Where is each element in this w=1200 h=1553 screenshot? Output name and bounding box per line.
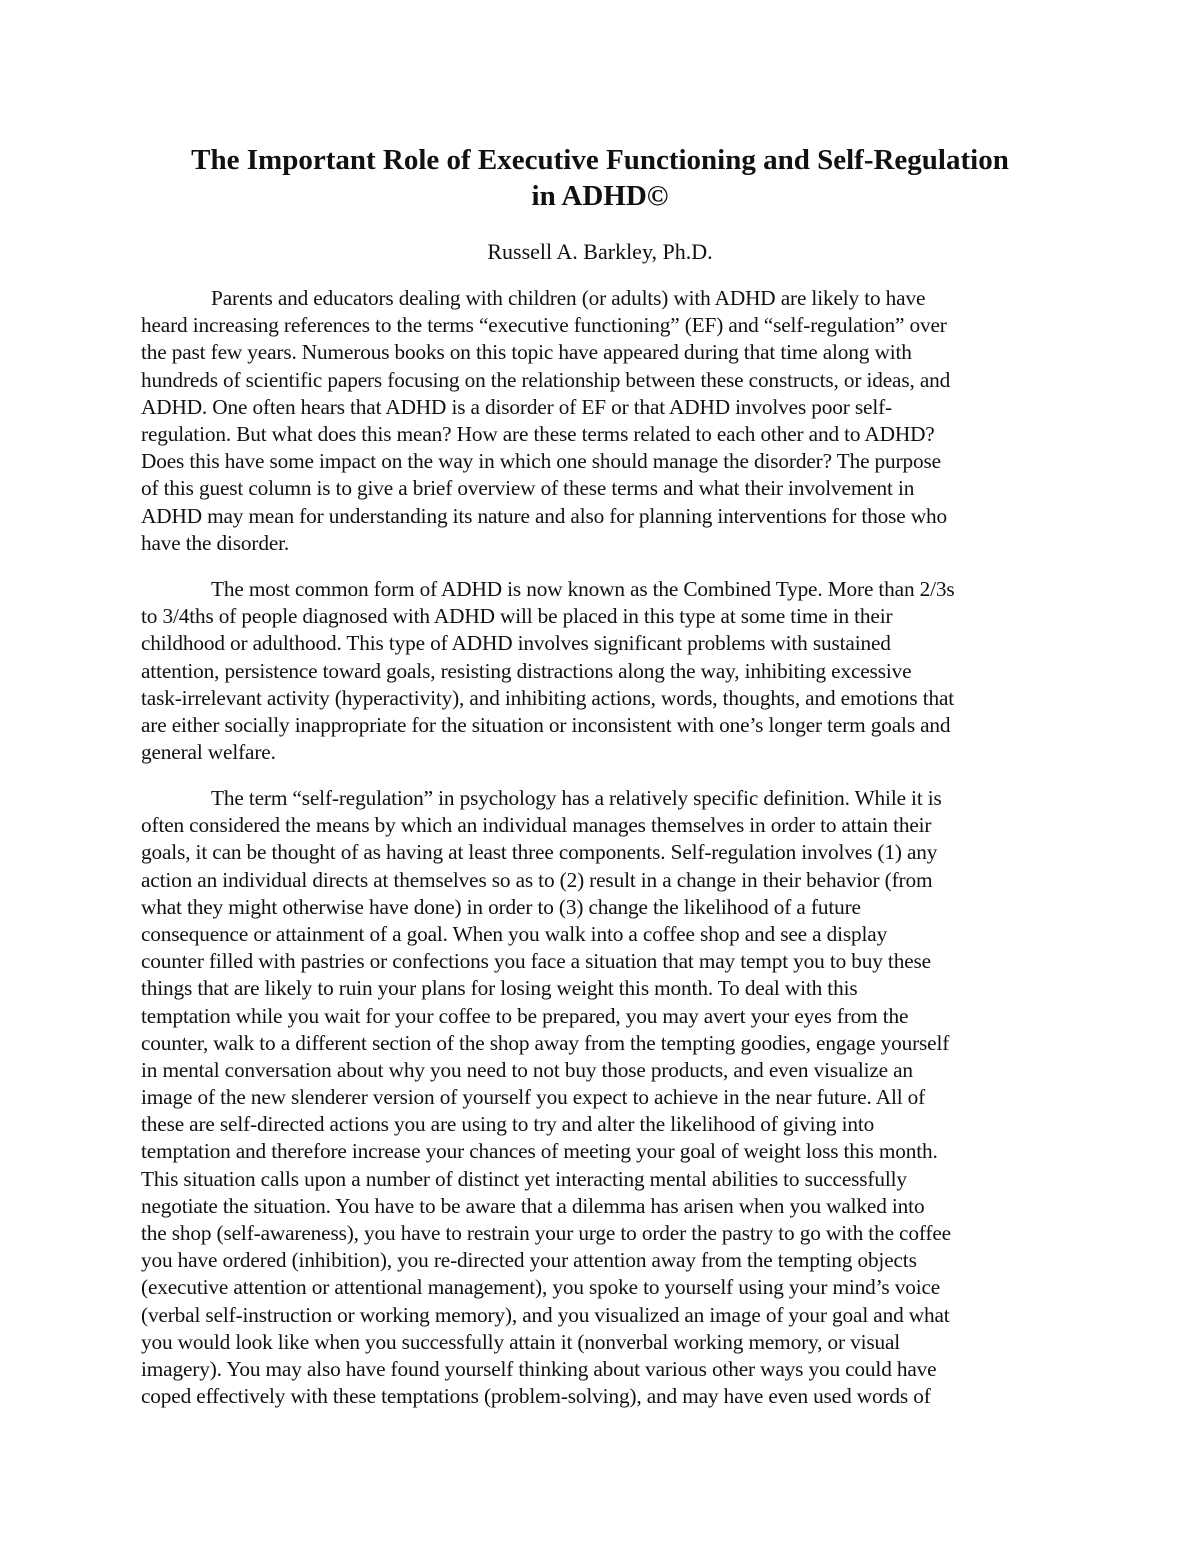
paragraph-line: have the disorder. bbox=[141, 530, 290, 555]
paragraph-line: counter, walk to a different section of the shop away from the tempting goodies, engage yourself bbox=[141, 1030, 950, 1055]
paragraph-line: negotiate the situation. You have to be aware that a dilemma has arisen when you walked into bbox=[141, 1193, 925, 1218]
paragraph-line: often considered the means by which an individual manages themselves in order to attain their bbox=[141, 813, 932, 838]
paragraph-line: things that are likely to ruin your plans for losing weight this month. To deal with this bbox=[141, 976, 858, 1001]
paragraph-line: these are self-directed actions you are using to try and alter the likelihood of giving into bbox=[141, 1112, 875, 1137]
paragraph-line: image of the new slenderer version of yourself you expect to achieve in the near future. All of bbox=[141, 1085, 926, 1110]
paragraph-line: you have ordered (inhibition), you re-directed your attention away from the tempting objects bbox=[141, 1248, 917, 1273]
paragraph-line: heard increasing references to the terms “executive functioning” (EF) and “self-regulation” over bbox=[141, 313, 947, 338]
paragraph-line: hundreds of scientific papers focusing on the relationship between these constructs, or ideas, and bbox=[141, 367, 951, 392]
paragraph-line: childhood or adulthood. This type of ADHD involves significant problems with sustained bbox=[141, 631, 891, 656]
paragraph-line: ADHD. One often hears that ADHD is a disorder of EF or that ADHD involves poor self- bbox=[141, 394, 892, 419]
document-title bbox=[100, 142, 1100, 214]
paragraph-line: consequence or attainment of a goal. When you walk into a coffee shop and see a display bbox=[141, 921, 888, 946]
body-paragraph bbox=[141, 576, 955, 766]
paragraph-line: The term “self-regulation” in psychology has a relatively specific definition. While it is bbox=[211, 786, 942, 810]
paragraph-line: regulation. But what does this mean? How are these terms related to each other and to ADHD? bbox=[141, 421, 935, 446]
paragraph-line: counter filled with pastries or confections you face a situation that may tempt you to buy these bbox=[141, 949, 931, 974]
paragraph-line: task-irrelevant activity (hyperactivity), and inhibiting actions, words, thoughts, and emotions that bbox=[141, 685, 955, 710]
paragraph-line: ADHD may mean for understanding its nature and also for planning interventions for those who bbox=[141, 503, 947, 528]
paragraph-line: are either socially inappropriate for the situation or inconsistent with one’s longer term goals and bbox=[141, 712, 951, 737]
paragraph-line: (verbal self-instruction or working memory), and you visualized an image of your goal and what bbox=[141, 1302, 950, 1327]
paragraph-line: Does this have some impact on the way in which one should manage the disorder? The purpose bbox=[141, 449, 941, 474]
title-line: in ADHD© bbox=[531, 180, 669, 212]
paragraph-line: you would look like when you successfully attain it (nonverbal working memory, or visual bbox=[141, 1329, 901, 1354]
paragraph-line: imagery). You may also have found yourself thinking about various other ways you could have bbox=[141, 1356, 937, 1381]
paragraph-line: temptation while you wait for your coffee to be prepared, you may avert your eyes from the bbox=[141, 1003, 909, 1028]
paragraph-line: Parents and educators dealing with children (or adults) with ADHD are likely to have bbox=[211, 286, 926, 310]
title-line: The Important Role of Executive Functioning and Self-Regulation bbox=[191, 144, 1009, 176]
paragraph-line: attention, persistence toward goals, resisting distractions along the way, inhibiting excessive bbox=[141, 658, 912, 683]
paragraph-line: what they might otherwise have done) in order to (3) change the likelihood of a future bbox=[141, 894, 861, 919]
paragraph-line: the past few years. Numerous books on this topic have appeared during that time along with bbox=[141, 340, 912, 365]
paragraph-line: general welfare. bbox=[141, 740, 276, 765]
paragraph-line: temptation and therefore increase your chances of meeting your goal of weight loss this month. bbox=[141, 1139, 938, 1164]
paragraph-line: (executive attention or attentional management), you spoke to yourself using your mind’s voice bbox=[141, 1275, 941, 1300]
paragraph-line: This situation calls upon a number of distinct yet interacting mental abilities to successfully bbox=[141, 1166, 907, 1191]
body-paragraph bbox=[141, 285, 950, 557]
paragraph-line: goals, it can be thought of as having at least three components. Self-regulation involves (1) any bbox=[141, 840, 938, 865]
paragraph-line: in mental conversation about why you need to not buy those products, and even visualize an bbox=[141, 1057, 913, 1082]
paragraph-line: coped effectively with these temptations (problem-solving), and may have even used words of bbox=[141, 1384, 931, 1409]
paragraph-line: action an individual directs at themselves so as to (2) result in a change in their behavior (from bbox=[141, 867, 933, 892]
paragraph-line: of this guest column is to give a brief overview of these terms and what their involvement in bbox=[141, 476, 915, 501]
paragraph-line: The most common form of ADHD is now known as the Combined Type. More than 2/3s bbox=[211, 577, 955, 601]
paragraph-line: to 3/4ths of people diagnosed with ADHD will be placed in this type at some time in their bbox=[141, 604, 893, 629]
paragraph-line: the shop (self-awareness), you have to restrain your urge to order the pastry to go with the coffee bbox=[141, 1221, 951, 1245]
body-paragraph bbox=[141, 785, 951, 1410]
author-byline: Russell A. Barkley, Ph.D. bbox=[487, 239, 713, 264]
